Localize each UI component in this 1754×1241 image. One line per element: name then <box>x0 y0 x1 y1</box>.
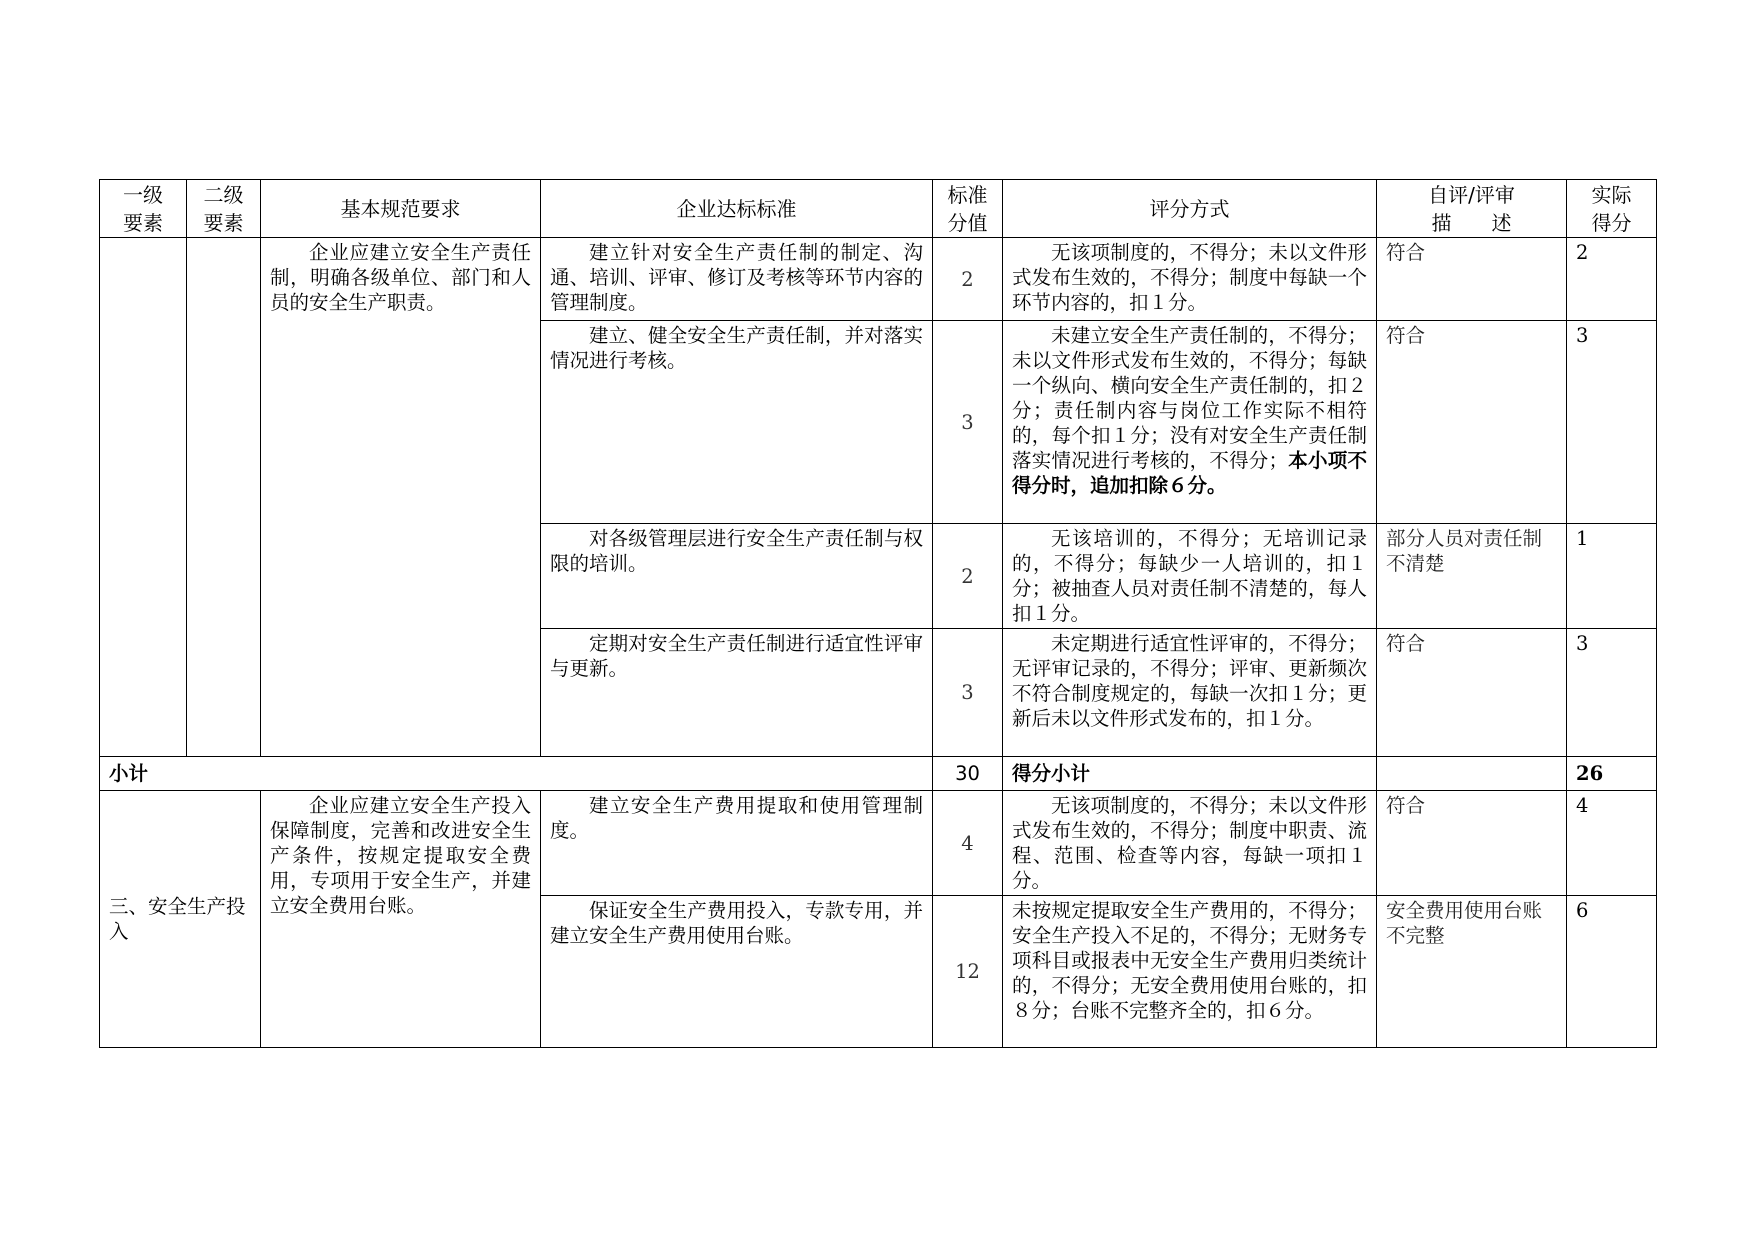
header-requirement: 基本规范要求 <box>261 180 541 238</box>
method-cell: 未定期进行适宜性评审的，不得分；无评审记录的，不得分；评审、更新频次不符合制度规定的，每缺一次扣１分；更新后未以文件形式发布的，扣１分。 <box>1003 629 1377 757</box>
header-standard: 企业达标标准 <box>541 180 933 238</box>
level1-cell: 三、安全生产投入 <box>100 791 261 1048</box>
description-cell: 符合 <box>1377 629 1567 757</box>
subtotal-score-label: 得分小计 <box>1003 757 1377 791</box>
method-cell <box>1003 321 1377 524</box>
standard-cell: 保证安全生产费用投入，专款专用，并建立安全生产费用使用台账。 <box>541 896 933 1048</box>
subtotal-actual: 26 <box>1567 757 1657 791</box>
score-cell: 3 <box>933 321 1003 524</box>
table-row <box>100 238 1657 321</box>
requirement-cell: 企业应建立安全生产投入保障制度，完善和改进安全生产条件，按规定提取安全费用，专项用于安全生产，并建立安全费用台账。 <box>261 791 541 1048</box>
score-cell: 3 <box>933 629 1003 757</box>
method-cell: 无该项制度的，不得分；未以文件形式发布生效的，不得分；制度中每缺一个环节内容的，扣１分。 <box>1003 238 1377 321</box>
header-row <box>100 180 1657 238</box>
level1-cell-empty <box>100 238 187 757</box>
header-method: 评分方式 <box>1003 180 1377 238</box>
score-cell: 2 <box>933 238 1003 321</box>
evaluation-table <box>99 179 1657 1048</box>
level2-cell-empty <box>187 238 261 757</box>
header-level2: 二级 要素 <box>187 180 261 238</box>
standard-cell: 建立安全生产费用提取和使用管理制度。 <box>541 791 933 896</box>
table-row <box>100 791 1657 896</box>
subtotal-score: 30 <box>933 757 1003 791</box>
score-cell: 2 <box>933 524 1003 629</box>
header-actual: 实际 得分 <box>1567 180 1657 238</box>
actual-cell: 2 <box>1567 238 1657 321</box>
actual-cell: 3 <box>1567 321 1657 524</box>
standard-cell: 建立针对安全生产责任制的制定、沟通、培训、评审、修订及考核等环节内容的管理制度。 <box>541 238 933 321</box>
requirement-cell: 企业应建立安全生产责任制，明确各级单位、部门和人员的安全生产职责。 <box>261 238 541 757</box>
subtotal-label: 小计 <box>100 757 933 791</box>
description-cell: 符合 <box>1377 321 1567 524</box>
standard-cell: 对各级管理层进行安全生产责任制与权限的培训。 <box>541 524 933 629</box>
actual-cell: 4 <box>1567 791 1657 896</box>
description-cell: 安全费用使用台账不完整 <box>1377 896 1567 1048</box>
header-level1: 一级 要素 <box>100 180 187 238</box>
standard-cell: 建立、健全安全生产责任制，并对落实情况进行考核。 <box>541 321 933 524</box>
method-cell: 无该培训的，不得分；无培训记录的，不得分；每缺少一人培训的，扣１分；被抽查人员对责任制不清楚的，每人扣１分。 <box>1003 524 1377 629</box>
method-bold-text: 本小项不得分时，追加扣除６分。 <box>1012 449 1367 497</box>
method-text: 未建立安全生产责任制的，不得分；未以文件形式发布生效的，不得分；每缺一个纵向、横向安全生产责任制的，扣２分；责任制内容与岗位工作实际不相符的，每个扣１分；没有对安全生产责任制落实情况进行考核的，不得分； <box>1012 324 1367 472</box>
method-cell: 未按规定提取安全生产费用的，不得分；安全生产投入不足的，不得分；无财务专项科目或报表中无安全生产费用归类统计的，不得分；无安全费用使用台账的，扣８分；台账不完整齐全的，扣６分。 <box>1003 896 1377 1048</box>
subtotal-desc-empty <box>1377 757 1567 791</box>
actual-cell: 6 <box>1567 896 1657 1048</box>
score-cell: 4 <box>933 791 1003 896</box>
actual-cell: 1 <box>1567 524 1657 629</box>
description-cell: 符合 <box>1377 791 1567 896</box>
header-score: 标准 分值 <box>933 180 1003 238</box>
actual-cell: 3 <box>1567 629 1657 757</box>
description-cell: 符合 <box>1377 238 1567 321</box>
subtotal-row <box>100 757 1657 791</box>
method-cell: 无该项制度的，不得分；未以文件形式发布生效的，不得分；制度中职责、流程、范围、检查等内容，每缺一项扣１分。 <box>1003 791 1377 896</box>
standard-cell: 定期对安全生产责任制进行适宜性评审与更新。 <box>541 629 933 757</box>
header-description: 自评/评审 描 述 <box>1377 180 1567 238</box>
score-cell: 12 <box>933 896 1003 1048</box>
description-cell: 部分人员对责任制不清楚 <box>1377 524 1567 629</box>
